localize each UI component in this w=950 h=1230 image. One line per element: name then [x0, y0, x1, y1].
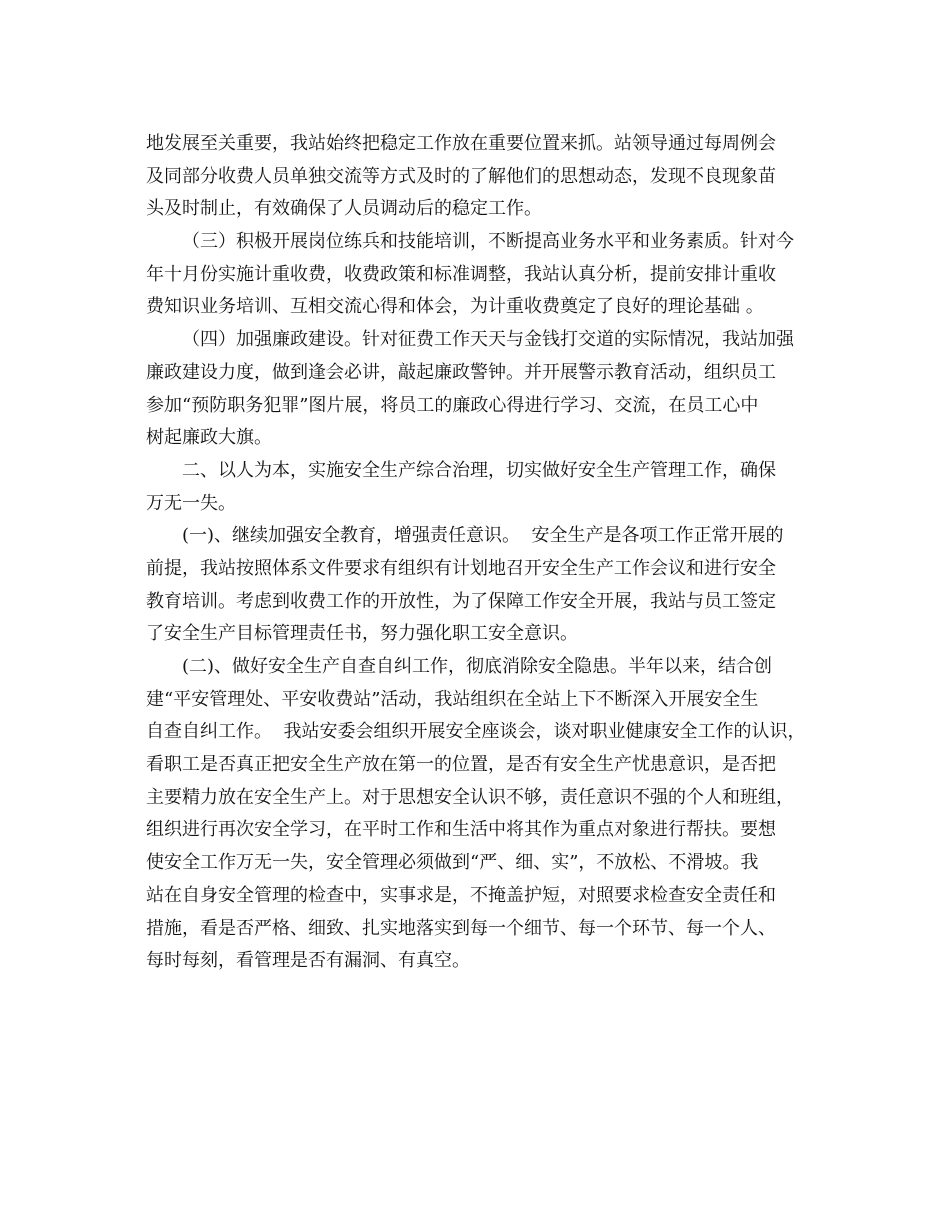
text-line: 头及时制止，有效确保了人员调动后的稳定工作。: [146, 198, 542, 220]
text-line: (一)、继续加强安全教育，增强责任意识。 安全生产是各项工作正常开展的: [182, 525, 784, 547]
text-line: 树起廉政大旗。: [146, 427, 272, 449]
text-line: 地发展至关重要，我站始终把稳定工作放在重要位置来抓。站领导通过每周例会: [146, 133, 776, 154]
text-line: 每时每刻，看管理是否有漏洞、有真空。: [146, 950, 470, 972]
text-line: 费知识业务培训、互相交流心得和体会，为计重收费奠定了良好的理论基础 。: [146, 296, 764, 318]
text-line: 廉政建设力度，做到逢会必讲，敲起廉政警钟。并开展警示教育活动，组织员工: [146, 361, 776, 383]
text-line: 主要精力放在安全生产上。对于思想安全认识不够，责任意识不强的个人和班组，: [146, 786, 794, 808]
text-line: 站在自身安全管理的检查中，实事求是，不掩盖护短，对照要求检查安全责任和: [146, 884, 776, 906]
text-line: 二、以人为本，实施安全生产综合治理，切实做好安全生产管理工作，确保: [182, 459, 776, 481]
text-line: 参加“预防职务犯罪”图片展，将员工的廉政心得进行学习、交流，在员工心中: [146, 394, 759, 416]
text-line: 前提，我站按照体系文件要求有组织有计划地召开安全生产工作会议和进行安全: [146, 557, 776, 579]
text-line: 年十月份实施计重收费，收费政策和标准调整，我站认真分析，提前安排计重收: [146, 263, 776, 285]
text-line: 措施，看是否严格、细致、扎实地落实到每一个细节、每一个环节、每一个人、: [146, 917, 776, 939]
text-line: 万无一失。: [146, 492, 236, 514]
text-line: 自查自纠工作。 我站安委会组织开展安全座谈会，谈对职业健康安全工作的认识，: [146, 721, 806, 743]
text-line: （三）积极开展岗位练兵和技能培训，不断提高业务水平和业务素质。针对今: [182, 231, 794, 253]
text-line: 使安全工作万无一失，安全管理必须做到“严、细、实”，不放松、不滑坡。我: [146, 852, 759, 874]
text-line: 看职工是否真正把安全生产放在第一的位置，是否有安全生产忧患意识，是否把: [146, 754, 776, 776]
document-body: [146, 128, 818, 978]
text-line: 教育培训。考虑到收费工作的开放性，为了保障工作安全开展，我站与员工签定: [146, 590, 776, 612]
text-line: （四）加强廉政建设。针对征费工作天天与金钱打交道的实际情况，我站加强: [182, 329, 794, 351]
text-line: 组织进行再次安全学习，在平时工作和生活中将其作为重点对象进行帮扶。要想: [146, 819, 776, 841]
text-line: 及同部分收费人员单独交流等方式及时的了解他们的思想动态，发现不良现象苗: [146, 165, 776, 187]
text-line: 了安全生产目标管理责任书，努力强化职工安全意识。: [146, 623, 578, 645]
text-line: (二)、做好安全生产自查自纠工作，彻底消除安全隐患。半年以来，结合创: [182, 656, 773, 677]
text-line: 建“平安管理处、平安收费站”活动，我站组织在全站上下不断深入开展安全生: [146, 688, 759, 710]
